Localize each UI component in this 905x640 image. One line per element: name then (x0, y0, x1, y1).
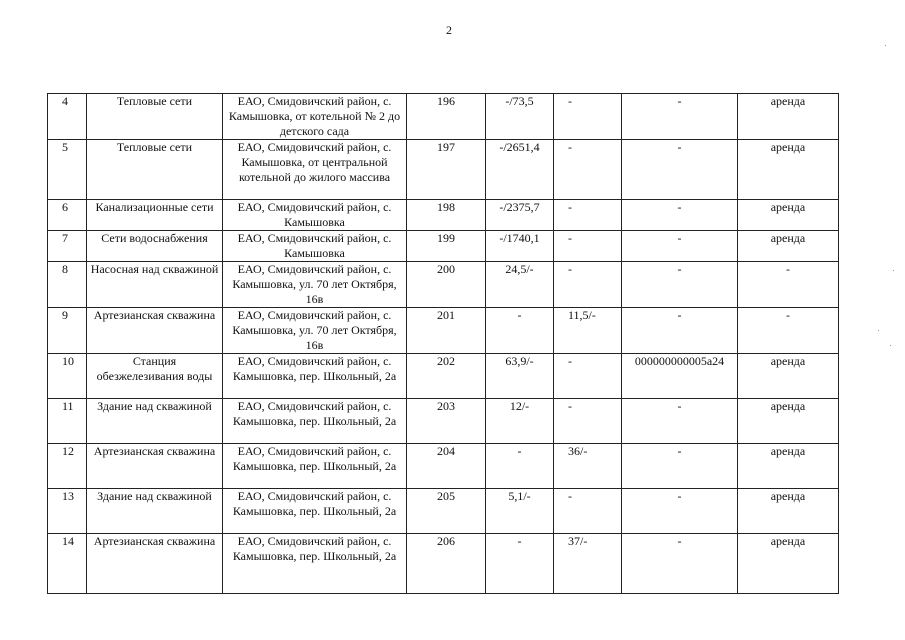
extent-value: - (554, 140, 622, 200)
object-address: ЕАО, Смидовичский район, с. Камышовка (223, 200, 407, 231)
encumbrance-note: аренда (738, 444, 839, 489)
object-name: Тепловые сети (87, 94, 223, 140)
registry-number: 205 (407, 489, 486, 534)
cadastral-number: - (622, 94, 738, 140)
row-number: 12 (48, 444, 87, 489)
object-name: Канализационные сети (87, 200, 223, 231)
registry-number: 201 (407, 308, 486, 354)
object-address: ЕАО, Смидовичский район, с. Камышовка, пер. Школьный, 2а (223, 489, 407, 534)
area-value: - (486, 534, 554, 594)
encumbrance-note: аренда (738, 489, 839, 534)
extent-value: - (554, 354, 622, 399)
extent-value: - (554, 200, 622, 231)
registry-number: 197 (407, 140, 486, 200)
encumbrance-note: аренда (738, 140, 839, 200)
encumbrance-note: аренда (738, 534, 839, 594)
table-row (48, 534, 839, 594)
object-name: Насосная над скважиной (87, 262, 223, 308)
table-row (48, 200, 839, 231)
registry-number: 199 (407, 231, 486, 262)
object-address: ЕАО, Смидовичский район, с. Камышовка, ул. 70 лет Октября, 16в (223, 308, 407, 354)
area-value: -/2375,7 (486, 200, 554, 231)
object-address: ЕАО, Смидовичский район, с. Камышовка, ул. 70 лет Октября, 16в (223, 262, 407, 308)
area-value: 63,9/- (486, 354, 554, 399)
object-name: Сети водоснабжения (87, 231, 223, 262)
object-name: Здание над скважиной (87, 489, 223, 534)
cadastral-number: - (622, 200, 738, 231)
cadastral-number: 000000000005a24 (622, 354, 738, 399)
table-body (48, 94, 839, 594)
cadastral-number: - (622, 489, 738, 534)
registry-number: 203 (407, 399, 486, 444)
cadastral-number: - (622, 444, 738, 489)
object-name: Артезианская скважина (87, 444, 223, 489)
object-name: Артезианская скважина (87, 534, 223, 594)
property-registry-table (47, 93, 839, 594)
area-value: 5,1/- (486, 489, 554, 534)
encumbrance-note: аренда (738, 94, 839, 140)
row-number: 10 (48, 354, 87, 399)
table-row (48, 262, 839, 308)
registry-number: 196 (407, 94, 486, 140)
row-number: 9 (48, 308, 87, 354)
cadastral-number: - (622, 231, 738, 262)
extent-value: 37/- (554, 534, 622, 594)
scan-speck (885, 45, 886, 46)
row-number: 6 (48, 200, 87, 231)
cadastral-number: - (622, 308, 738, 354)
object-address: ЕАО, Смидовичский район, с. Камышовка, от центральной котельной до жилого массива (223, 140, 407, 200)
object-address: ЕАО, Смидовичский район, с. Камышовка, пер. Школьный, 2а (223, 399, 407, 444)
object-name: Тепловые сети (87, 140, 223, 200)
table-row (48, 308, 839, 354)
area-value: - (486, 444, 554, 489)
cadastral-number: - (622, 140, 738, 200)
table-row (48, 94, 839, 140)
object-name: Здание над скважиной (87, 399, 223, 444)
area-value: -/2651,4 (486, 140, 554, 200)
scan-speck (878, 330, 879, 331)
extent-value: - (554, 262, 622, 308)
page-number: 2 (446, 23, 452, 37)
table-row (48, 399, 839, 444)
scan-speck (893, 270, 894, 271)
encumbrance-note: - (738, 308, 839, 354)
extent-value: - (554, 231, 622, 262)
table-row (48, 444, 839, 489)
area-value: -/1740,1 (486, 231, 554, 262)
row-number: 11 (48, 399, 87, 444)
extent-value: - (554, 489, 622, 534)
object-address: ЕАО, Смидовичский район, с. Камышовка (223, 231, 407, 262)
registry-number: 198 (407, 200, 486, 231)
area-value: -/73,5 (486, 94, 554, 140)
area-value: 24,5/- (486, 262, 554, 308)
row-number: 8 (48, 262, 87, 308)
registry-number: 206 (407, 534, 486, 594)
row-number: 5 (48, 140, 87, 200)
extent-value: - (554, 399, 622, 444)
encumbrance-note: аренда (738, 231, 839, 262)
registry-number: 202 (407, 354, 486, 399)
cadastral-number: - (622, 262, 738, 308)
scan-speck (890, 345, 891, 346)
extent-value: 11,5/- (554, 308, 622, 354)
table-row (48, 489, 839, 534)
area-value: - (486, 308, 554, 354)
registry-number: 204 (407, 444, 486, 489)
row-number: 4 (48, 94, 87, 140)
row-number: 7 (48, 231, 87, 262)
cadastral-number: - (622, 534, 738, 594)
registry-number: 200 (407, 262, 486, 308)
encumbrance-note: аренда (738, 399, 839, 444)
object-address: ЕАО, Смидовичский район, с. Камышовка, от котельной № 2 до детского сада (223, 94, 407, 140)
object-address: ЕАО, Смидовичский район, с. Камышовка, пер. Школьный, 2а (223, 444, 407, 489)
extent-value: 36/- (554, 444, 622, 489)
area-value: 12/- (486, 399, 554, 444)
encumbrance-note: аренда (738, 200, 839, 231)
table-row (48, 140, 839, 200)
extent-value: - (554, 94, 622, 140)
encumbrance-note: - (738, 262, 839, 308)
table-row (48, 354, 839, 399)
cadastral-number: - (622, 399, 738, 444)
object-address: ЕАО, Смидовичский район, с. Камышовка, пер. Школьный, 2а (223, 534, 407, 594)
row-number: 13 (48, 489, 87, 534)
object-name: Станция обезжелезивания воды (87, 354, 223, 399)
object-name: Артезианская скважина (87, 308, 223, 354)
table-row (48, 231, 839, 262)
row-number: 14 (48, 534, 87, 594)
encumbrance-note: аренда (738, 354, 839, 399)
object-address: ЕАО, Смидовичский район, с. Камышовка, пер. Школьный, 2а (223, 354, 407, 399)
